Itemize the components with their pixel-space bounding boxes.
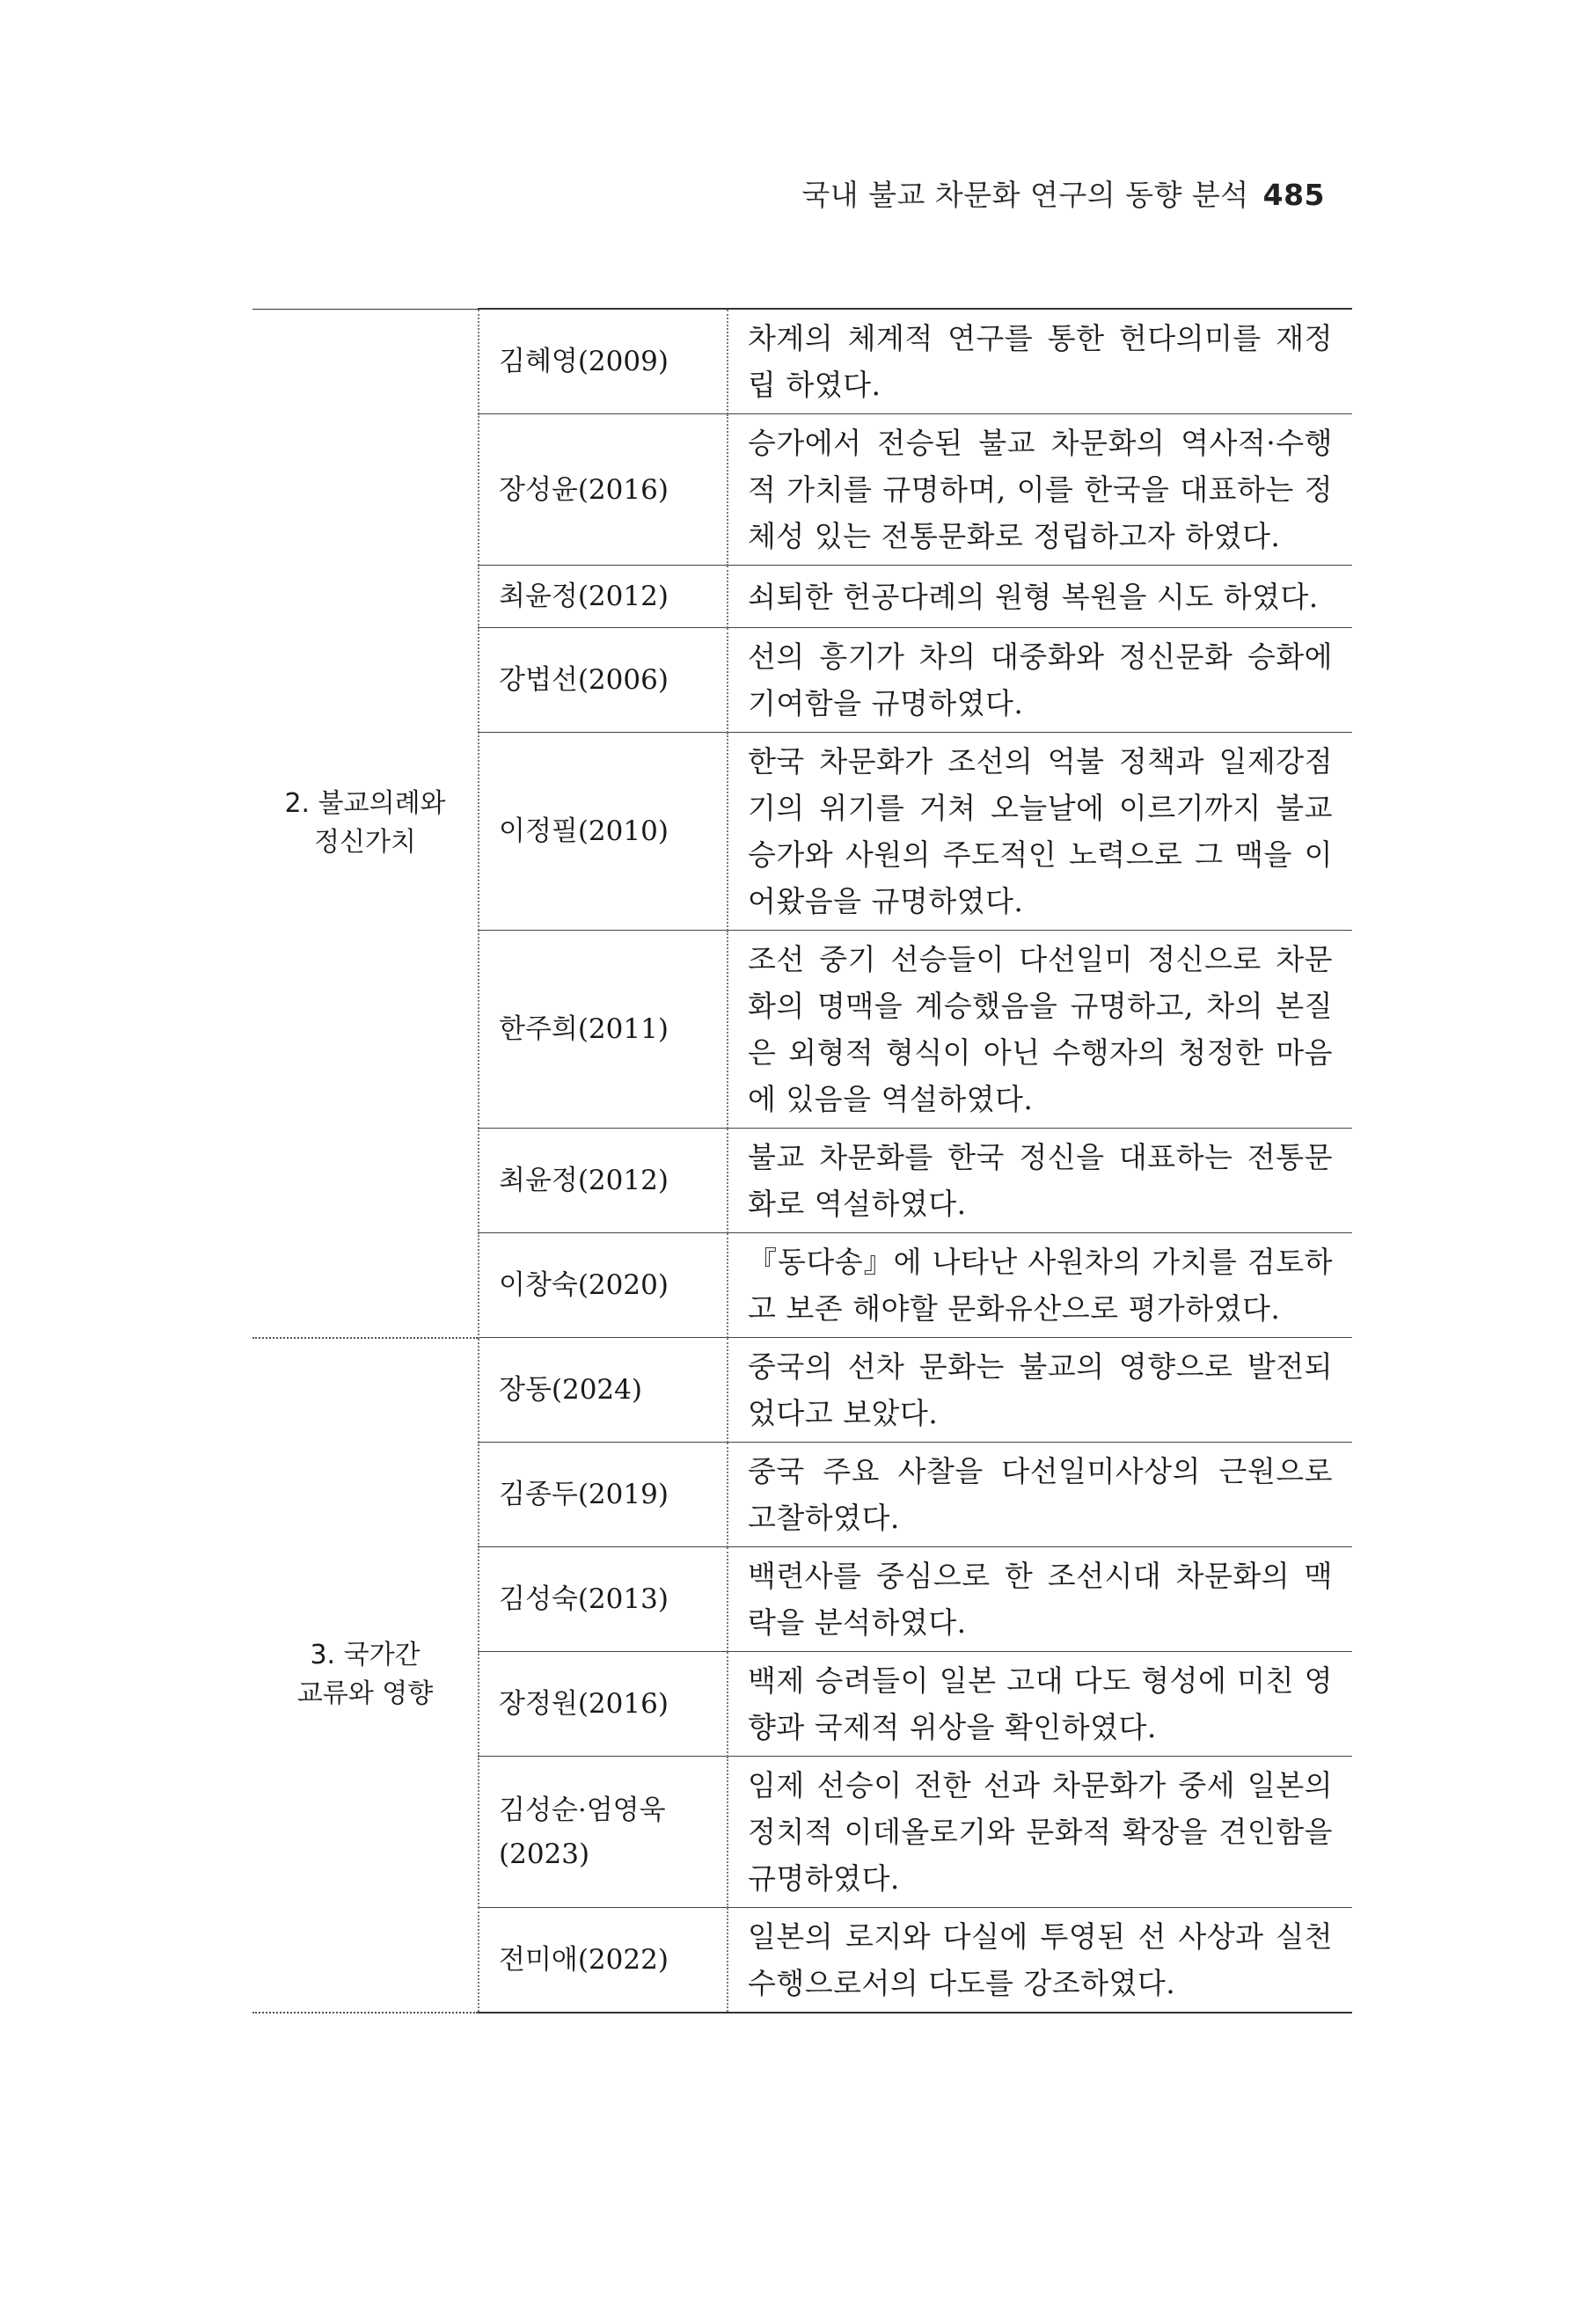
running-title: 국내 불교 차문화 연구의 동향 분석 [801, 178, 1249, 212]
category-cell [252, 1338, 479, 2013]
author-cell: 전미애(2022) [479, 1908, 728, 2013]
description-cell: 조선 중기 선승들이 다선일미 정신으로 차문화의 명맥을 계승했음을 규명하고, 차의 본질은 외형적 형식이 아닌 수행자의 청정한 마음에 있음을 역설하였다. [728, 931, 1352, 1129]
running-header [801, 172, 1325, 214]
description-cell: 불교 차문화를 한국 정신을 대표하는 전통문화로 역설하였다. [728, 1129, 1352, 1233]
description-cell: 백련사를 중심으로 한 조선시대 차문화의 맥락을 분석하였다. [728, 1547, 1352, 1652]
description-cell: 선의 흥기가 차의 대중화와 정신문화 승화에 기여함을 규명하였다. [728, 628, 1352, 733]
category-cell [252, 309, 479, 1338]
description-cell: 백제 승려들이 일본 고대 다도 형성에 미친 영향과 국제적 위상을 확인하였다. [728, 1652, 1352, 1757]
description-cell: 일본의 로지와 다실에 투영된 선 사상과 실천수행으로서의 다도를 강조하였다. [728, 1908, 1352, 2013]
author-cell: 장정원(2016) [479, 1652, 728, 1757]
description-cell: 중국 주요 사찰을 다선일미사상의 근원으로 고찰하였다. [728, 1443, 1352, 1547]
description-cell: 차계의 체계적 연구를 통한 헌다의미를 재정립 하였다. [728, 309, 1352, 414]
page-number: 485 [1262, 178, 1325, 212]
table-row [252, 1338, 1352, 1443]
description-cell: 중국의 선차 문화는 불교의 영향으로 발전되었다고 보았다. [728, 1338, 1352, 1443]
author-cell: 김성순·엄영욱 (2023) [479, 1757, 728, 1908]
author-cell: 김종두(2019) [479, 1443, 728, 1547]
research-summary-table [252, 308, 1352, 2013]
description-cell: 임제 선승이 전한 선과 차문화가 중세 일본의 정치적 이데올로기와 문화적 확장을 견인함을 규명하였다. [728, 1757, 1352, 1908]
author-cell: 한주희(2011) [479, 931, 728, 1129]
description-cell: 한국 차문화가 조선의 억불 정책과 일제강점기의 위기를 거쳐 오늘날에 이르기까지 불교 승가와 사원의 주도적인 노력으로 그 맥을 이어왔음을 규명하였다. [728, 733, 1352, 931]
category-label: 3. 국가간 교류와 영향 [296, 1640, 434, 1710]
author-cell: 최윤정(2012) [479, 1129, 728, 1233]
author-cell: 최윤정(2012) [479, 566, 728, 628]
author-cell: 이정필(2010) [479, 733, 728, 931]
author-cell: 김성숙(2013) [479, 1547, 728, 1652]
description-cell: 쇠퇴한 헌공다례의 원형 복원을 시도 하였다. [728, 566, 1352, 628]
author-cell: 장성윤(2016) [479, 414, 728, 566]
description-cell: 승가에서 전승된 불교 차문화의 역사적·수행적 가치를 규명하며, 이를 한국을 대표하는 정체성 있는 전통문화로 정립하고자 하였다. [728, 414, 1352, 566]
author-cell: 강법선(2006) [479, 628, 728, 733]
author-cell: 장동(2024) [479, 1338, 728, 1443]
category-label-line1: 2. 불교의례와 정신가치 [284, 787, 446, 858]
description-cell: 『동다송』에 나타난 사원차의 가치를 검토하고 보존 해야할 문화유산으로 평가하였다. [728, 1233, 1352, 1338]
author-cell: 김혜영(2009) [479, 309, 728, 414]
author-cell: 이창숙(2020) [479, 1233, 728, 1338]
table-row [252, 309, 1352, 414]
